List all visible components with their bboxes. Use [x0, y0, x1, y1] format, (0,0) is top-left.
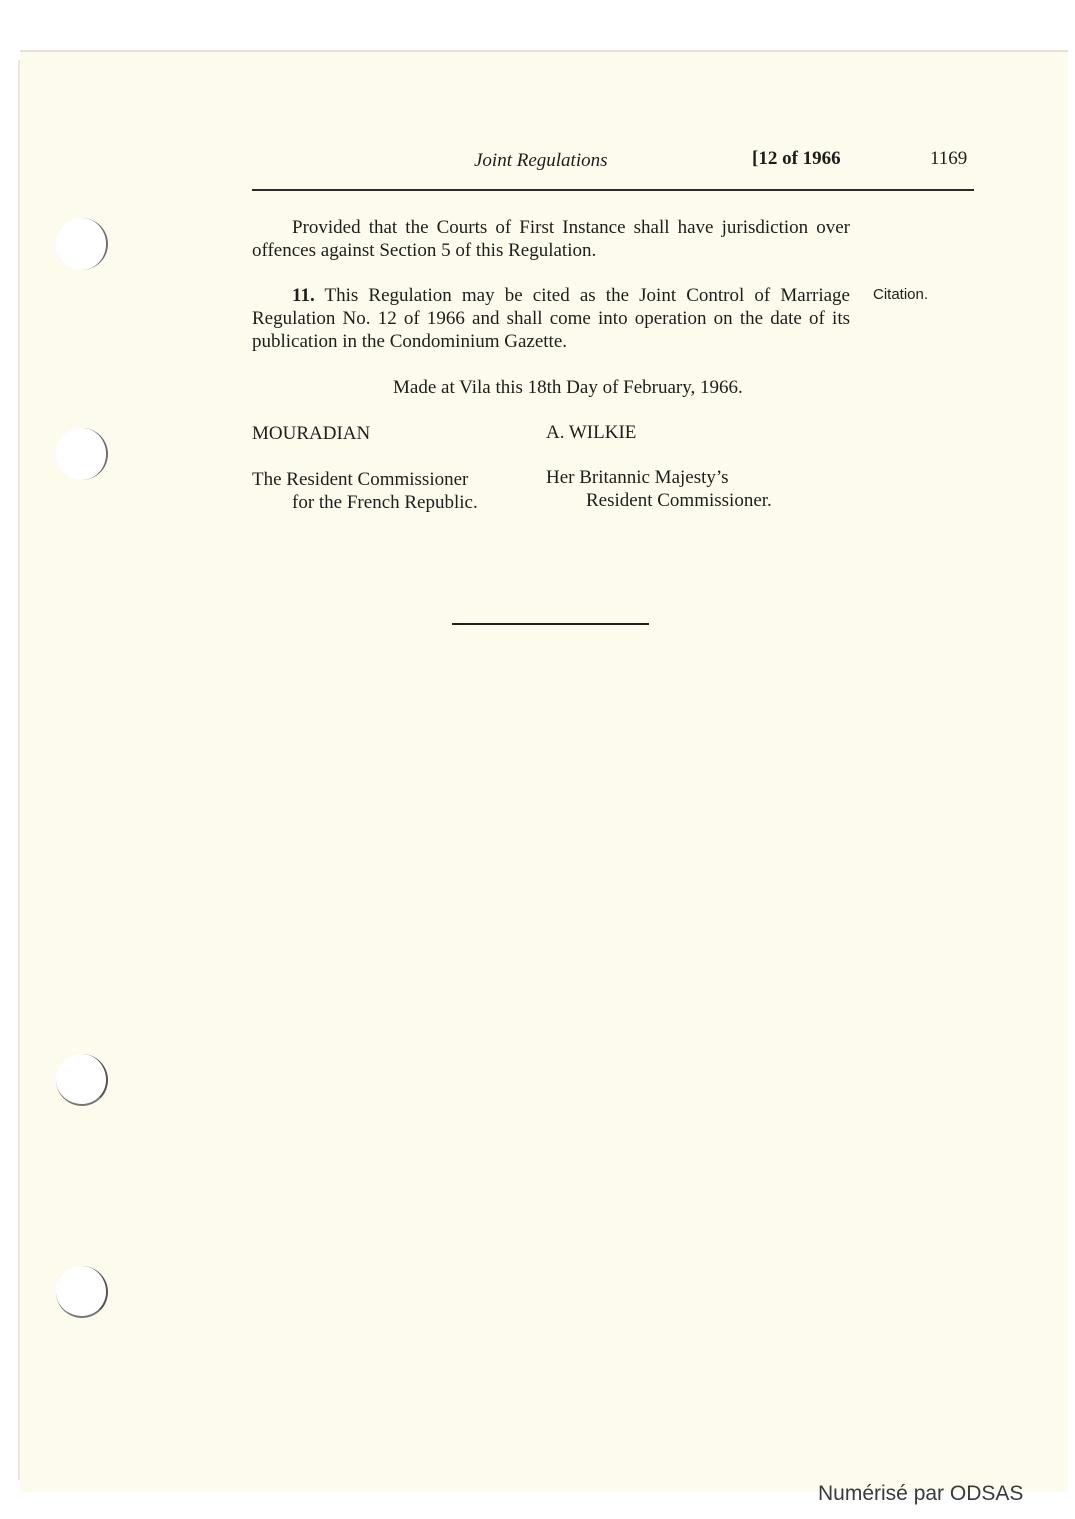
header-rule	[252, 189, 974, 191]
running-header	[252, 148, 974, 176]
scan-credit: Numérisé par ODSAS	[818, 1482, 1024, 1505]
signatory-title-line: Her Britannic Majesty’s	[546, 467, 729, 488]
signatory-title-line: The Resident Commissioner	[252, 469, 469, 490]
act-reference: [12 of 1966	[752, 148, 841, 169]
page-left-edge	[18, 60, 20, 1480]
document-page	[20, 50, 1068, 1492]
signatory-title-british	[546, 466, 772, 512]
closing-rule	[452, 623, 649, 625]
marginal-note: Citation.	[873, 286, 929, 303]
running-title: Joint Regulations	[474, 150, 608, 171]
page-top-edge	[20, 50, 1068, 52]
signatory-title-french	[252, 468, 478, 514]
signatory-name-french: MOURADIAN	[252, 423, 371, 444]
section-text: This Regulation may be cited as the Joint Control of Marriage Regulation No. 12 of 1966 and shall come into operation on the date of its publication in the Condominium Gazette.	[252, 285, 850, 352]
section-11-paragraph	[252, 284, 850, 353]
punch-hole	[56, 428, 108, 480]
punch-hole	[56, 218, 108, 270]
page-number: 1169	[930, 148, 968, 169]
punch-hole	[56, 1266, 108, 1318]
signatory-title-line: Resident Commissioner.	[586, 490, 772, 511]
section-number: 11.	[292, 285, 315, 306]
proviso-paragraph: Provided that the Courts of First Instance shall have jurisdiction over offences against Section 5 of this Regulation.	[252, 217, 850, 261]
signatory-name-british: A. WILKIE	[546, 422, 637, 443]
signatory-title-line: for the French Republic.	[292, 492, 478, 513]
made-at-line: Made at Vila this 18th Day of February, 1966.	[393, 377, 743, 398]
punch-hole	[56, 1054, 108, 1106]
